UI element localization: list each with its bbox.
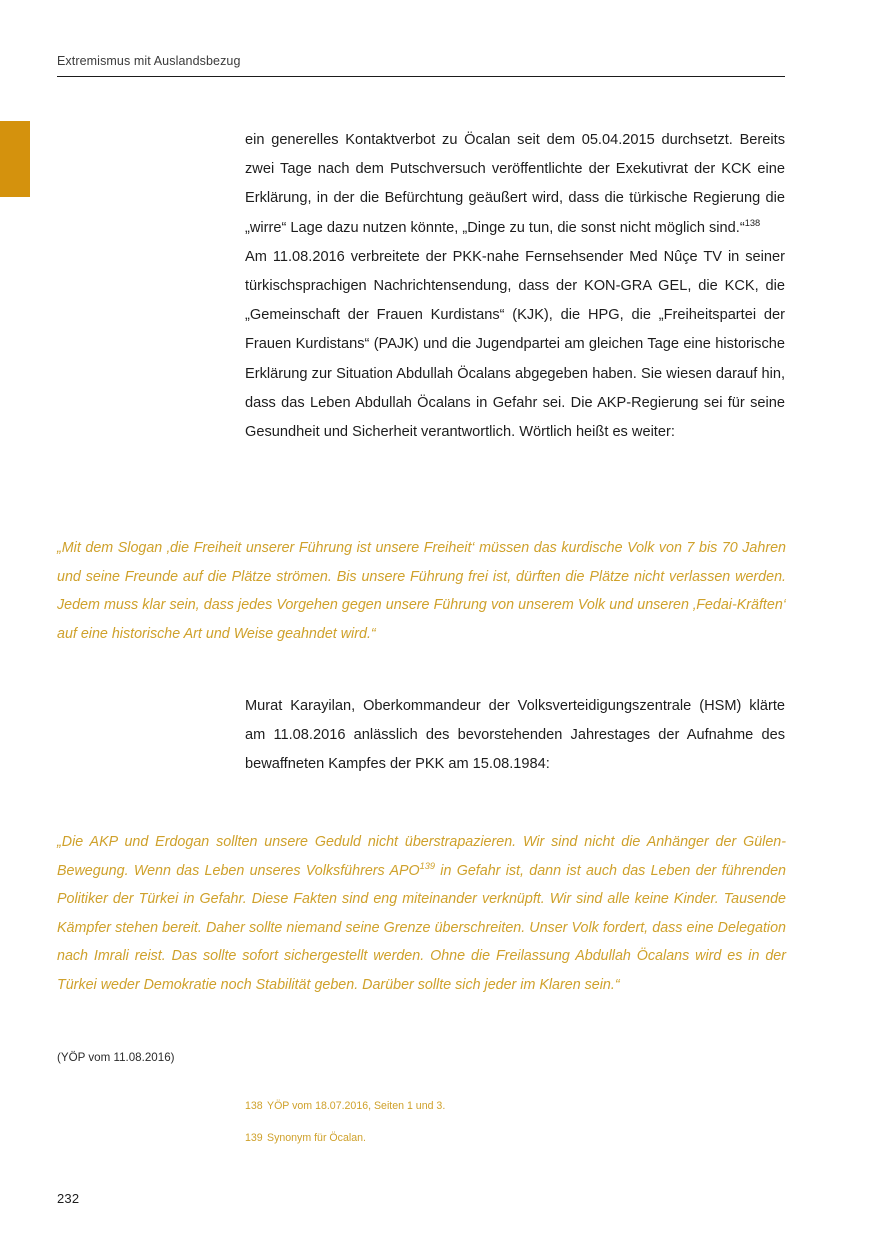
footnote-ref-139[interactable]: 139 xyxy=(419,860,435,871)
page-number: 232 xyxy=(57,1191,80,1206)
running-header-title: Extremismus mit Auslandsbezug xyxy=(57,54,241,68)
quotation-akp-erdogan xyxy=(57,828,786,1000)
footnote-number: 138 xyxy=(245,1100,263,1112)
paragraph-murat-karayilan: Murat Karayilan, Oberkommandeur der Volksverteidigungszentrale (HSM) klärte am 11.08.2016 anlässlich des bevorstehenden Jahrestages der Aufnahme des bewaffneten Kampfes der PKK am 15.08.1984: xyxy=(245,698,785,773)
body-column-lower xyxy=(245,692,785,780)
footnote-item xyxy=(245,1131,785,1145)
quotation-akp-erdogan-part-1: „Die AKP und Erdogan sollten unsere Geduld nicht überstrapazieren. Wir sind nicht die Anhänger der Gülen-Bewegung. Wenn das Leben unseres Volksführers APO xyxy=(57,834,786,879)
footnote-ref-138[interactable]: 138 xyxy=(744,217,761,228)
quotation-slogan-freiheit: „Mit dem Slogan ‚die Freiheit unserer Führung ist unsere Freiheit‘ müssen das kurdische Volk von 7 bis 70 Jahren und seine Freunde auf die Plätze strömen. Bis unsere Führung frei ist, dürften die Plätze nicht verlassen werden. Jedem muss klar sein, dass jedes Vorgehen gegen unsere Führung von unserem Volk und unseren ‚Fedai-Kräften‘ auf eine historische Art und Weise geahndet wird.“ xyxy=(57,540,786,642)
footnote-list xyxy=(245,1099,785,1163)
paragraph-med-nuce-tv: Am 11.08.2016 verbreitete der PKK-nahe Fernsehsender Med Nûçe TV in seiner türkischsprachigen Nachrichtensendung, dass der KON-GRA GEL, die KCK, die „Gemeinschaft der Frauen Kurdistans“ (KJK), die HPG, die „Freiheitspartei der Frauen Kurdistans“ (PAJK) und die Jugendpartei am gleichen Tage eine historische Erklärung zur Situation Abdullah Öcalans abgegeben haben. Sie wiesen darauf hin, dass das Leben Abdullah Öcalans in Gefahr sei. Die AKP-Regierung sei für seine Gesundheit und Sicherheit verantwortlich. Wörtlich heißt es weiter: xyxy=(245,248,785,441)
footnote-number: 139 xyxy=(245,1132,263,1144)
footnote-text: YÖP vom 18.07.2016, Seiten 1 und 3. xyxy=(267,1100,446,1112)
paragraph-kontaktverbot xyxy=(245,126,785,243)
body-column-upper xyxy=(245,126,785,447)
quotation-akp-erdogan-part-2: in Gefahr ist, dann ist auch das Leben der führenden Politiker der Türkei in Gefahr. Diese Fakten sind eng miteinander verknüpft. Wir sind alle keine Kinder. Tausende Kämpfer stehen bereit. Daher sollte niemand seine Grenze überschreiten. Unser Volk fordert, dass eine Delegation nach Imrali reist. Das sollte sofort sichergestellt werden. Ohne die Freilassung Abdullah Öcalans wird es in der Türkei weder Demokratie noch Stabilität geben. Darüber sollte sich jeder im Klaren sein.“ xyxy=(57,862,786,993)
quotation-source-attribution: (YÖP vom 11.08.2016) xyxy=(57,1051,175,1064)
footnote-item xyxy=(245,1099,785,1113)
footnote-text: Synonym für Öcalan. xyxy=(267,1132,366,1144)
running-header xyxy=(57,54,785,77)
header-rule-divider xyxy=(57,76,785,77)
paragraph-kontaktverbot-text: ein generelles Kontaktverbot zu Öcalan seit dem 05.04.2015 durchsetzt. Bereits zwei Tage nach dem Putschversuch veröffentlichte der Exekutivrat der KCK eine Erklärung, in der die Befürchtung geäußert wird, dass die türkische Regierung die „wirre“ Lage dazu nutzen könnte, „Dinge zu tun, die sonst nicht möglich sind.“ xyxy=(245,132,785,236)
chapter-margin-tab xyxy=(0,121,30,197)
